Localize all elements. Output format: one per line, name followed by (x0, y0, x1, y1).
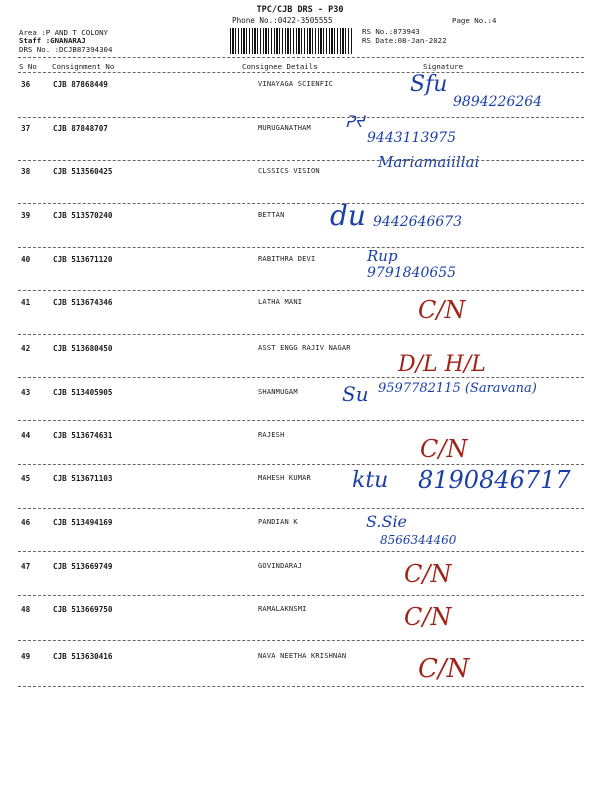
rs-number: RS No.:873943 (362, 27, 420, 36)
serial-number: 49 (21, 652, 31, 661)
consignee-name: MAHESH KUMAR (258, 474, 311, 482)
phone-number: Phone No.:0422-3505555 (232, 16, 333, 25)
signature-mark: C/N (418, 654, 470, 684)
table-row (0, 298, 600, 342)
consignment-number: CJB 87868449 (53, 80, 108, 89)
row-divider (18, 420, 584, 421)
barcode (230, 28, 352, 54)
table-row (0, 652, 600, 696)
row-divider (18, 290, 584, 291)
col-header-consignment: Consignment No (52, 62, 115, 71)
drs-number: DRS No. :DCJB87394304 (19, 45, 113, 54)
table-row (0, 466, 600, 518)
consignee-name: RAMALAKNSMI (258, 605, 307, 613)
consignee-name: SHANMUGAM (258, 388, 298, 396)
serial-number: 47 (21, 562, 31, 571)
signature-mark: Rup (367, 247, 398, 265)
consignment-number: CJB 513671103 (53, 474, 113, 483)
signature-phone-note: 9597782115 (Saravana) (378, 381, 537, 396)
table-row (0, 381, 600, 432)
consignee-name: RAJESH (258, 431, 285, 439)
signature-mark: Su (342, 382, 369, 406)
serial-number: 45 (21, 474, 31, 483)
col-header-sno: S No (19, 62, 37, 71)
consignee-name: CLSSICS VISION (258, 167, 320, 175)
signature-mark: ᕈᔪ (345, 112, 365, 131)
serial-number: 39 (21, 211, 31, 220)
signature-phone-note: 9443113975 (367, 130, 457, 146)
serial-number: 42 (21, 344, 31, 353)
row-divider (18, 160, 584, 161)
consignment-number: CJB 513405905 (53, 388, 113, 397)
consignee-name: NAVA NEETHA KRISHNAN (258, 652, 347, 660)
consignment-number: CJB 87848707 (53, 124, 108, 133)
signature-mark: Mariamaiillai (378, 153, 480, 171)
signature-phone-note: 9894226264 (453, 94, 543, 110)
consignment-number: CJB 513630416 (53, 652, 113, 661)
signature-mark: ktu (352, 468, 389, 493)
signature-mark: D/L H/L (398, 352, 486, 377)
col-header-consignee: Consignee Details (242, 62, 318, 71)
signature-phone-note: 8566344460 (380, 533, 457, 547)
row-divider (18, 464, 584, 465)
consignee-name: RABITHRA DEVI (258, 255, 316, 263)
consignment-number: CJB 513669749 (53, 562, 113, 571)
row-divider (18, 203, 584, 204)
page-number: Page No.:4 (452, 16, 497, 25)
rs-date: RS Date:08-Jan-2022 (362, 36, 447, 45)
consignee-name: PANDIAN K (258, 518, 298, 526)
table-row (0, 247, 600, 299)
signature-mark: Sfu (410, 72, 448, 97)
consignee-name: MURUGANATHAM (258, 124, 311, 132)
serial-number: 41 (21, 298, 31, 307)
table-row (0, 153, 600, 211)
document-title: TPC/CJB DRS - P30 (256, 5, 344, 15)
consignment-number: CJB 513494169 (53, 518, 113, 527)
row-divider (18, 334, 584, 335)
consignee-name: VINAYAGA SCIENFIC (258, 80, 334, 88)
consignee-name: GOVINDARAJ (258, 562, 303, 570)
table-row (0, 112, 600, 168)
signature-phone-note: 9791840655 (367, 265, 457, 281)
row-divider (18, 117, 584, 118)
serial-number: 43 (21, 388, 31, 397)
signature-mark: C/N (418, 296, 466, 324)
signature-mark: C/N (404, 603, 452, 631)
row-divider (18, 686, 584, 687)
signature-mark: du (330, 199, 366, 232)
row-divider (18, 551, 584, 552)
table-row (0, 562, 600, 606)
serial-number: 38 (21, 167, 31, 176)
serial-number: 36 (21, 80, 31, 89)
table-row (0, 199, 600, 255)
area-label: Area :P AND T COLONY (19, 28, 108, 37)
signature-mark: C/N (420, 435, 468, 463)
table-row (0, 512, 600, 562)
signature-mark: C/N (404, 560, 452, 588)
consignee-name: LATHA MANI (258, 298, 303, 306)
consignment-number: CJB 513669750 (53, 605, 113, 614)
row-divider (18, 640, 584, 641)
row-divider (18, 508, 584, 509)
column-divider (18, 72, 584, 73)
row-divider (18, 595, 584, 596)
serial-number: 48 (21, 605, 31, 614)
consignment-number: CJB 513674631 (53, 431, 113, 440)
consignment-number: CJB 513671120 (53, 255, 113, 264)
signature-mark: S.Sie (366, 512, 408, 531)
col-header-signature: Signature (423, 62, 464, 71)
signature-phone-note: 9442646673 (373, 214, 463, 230)
table-row (0, 605, 600, 649)
header-divider (18, 57, 584, 58)
consignment-number: CJB 513570240 (53, 211, 113, 220)
row-divider (18, 247, 584, 248)
serial-number: 44 (21, 431, 31, 440)
serial-number: 37 (21, 124, 31, 133)
signature-phone-note: 8190846717 (418, 466, 571, 494)
row-divider (18, 377, 584, 378)
consignee-name: ASST ENGG RAJIV NAGAR (258, 344, 351, 352)
consignee-name: BETTAN (258, 211, 285, 219)
serial-number: 46 (21, 518, 31, 527)
consignment-number: CJB 513680450 (53, 344, 113, 353)
serial-number: 40 (21, 255, 31, 264)
staff-label: Staff :GNANARAJ (19, 36, 86, 45)
consignment-number: CJB 513674346 (53, 298, 113, 307)
consignment-number: CJB 513560425 (53, 167, 113, 176)
